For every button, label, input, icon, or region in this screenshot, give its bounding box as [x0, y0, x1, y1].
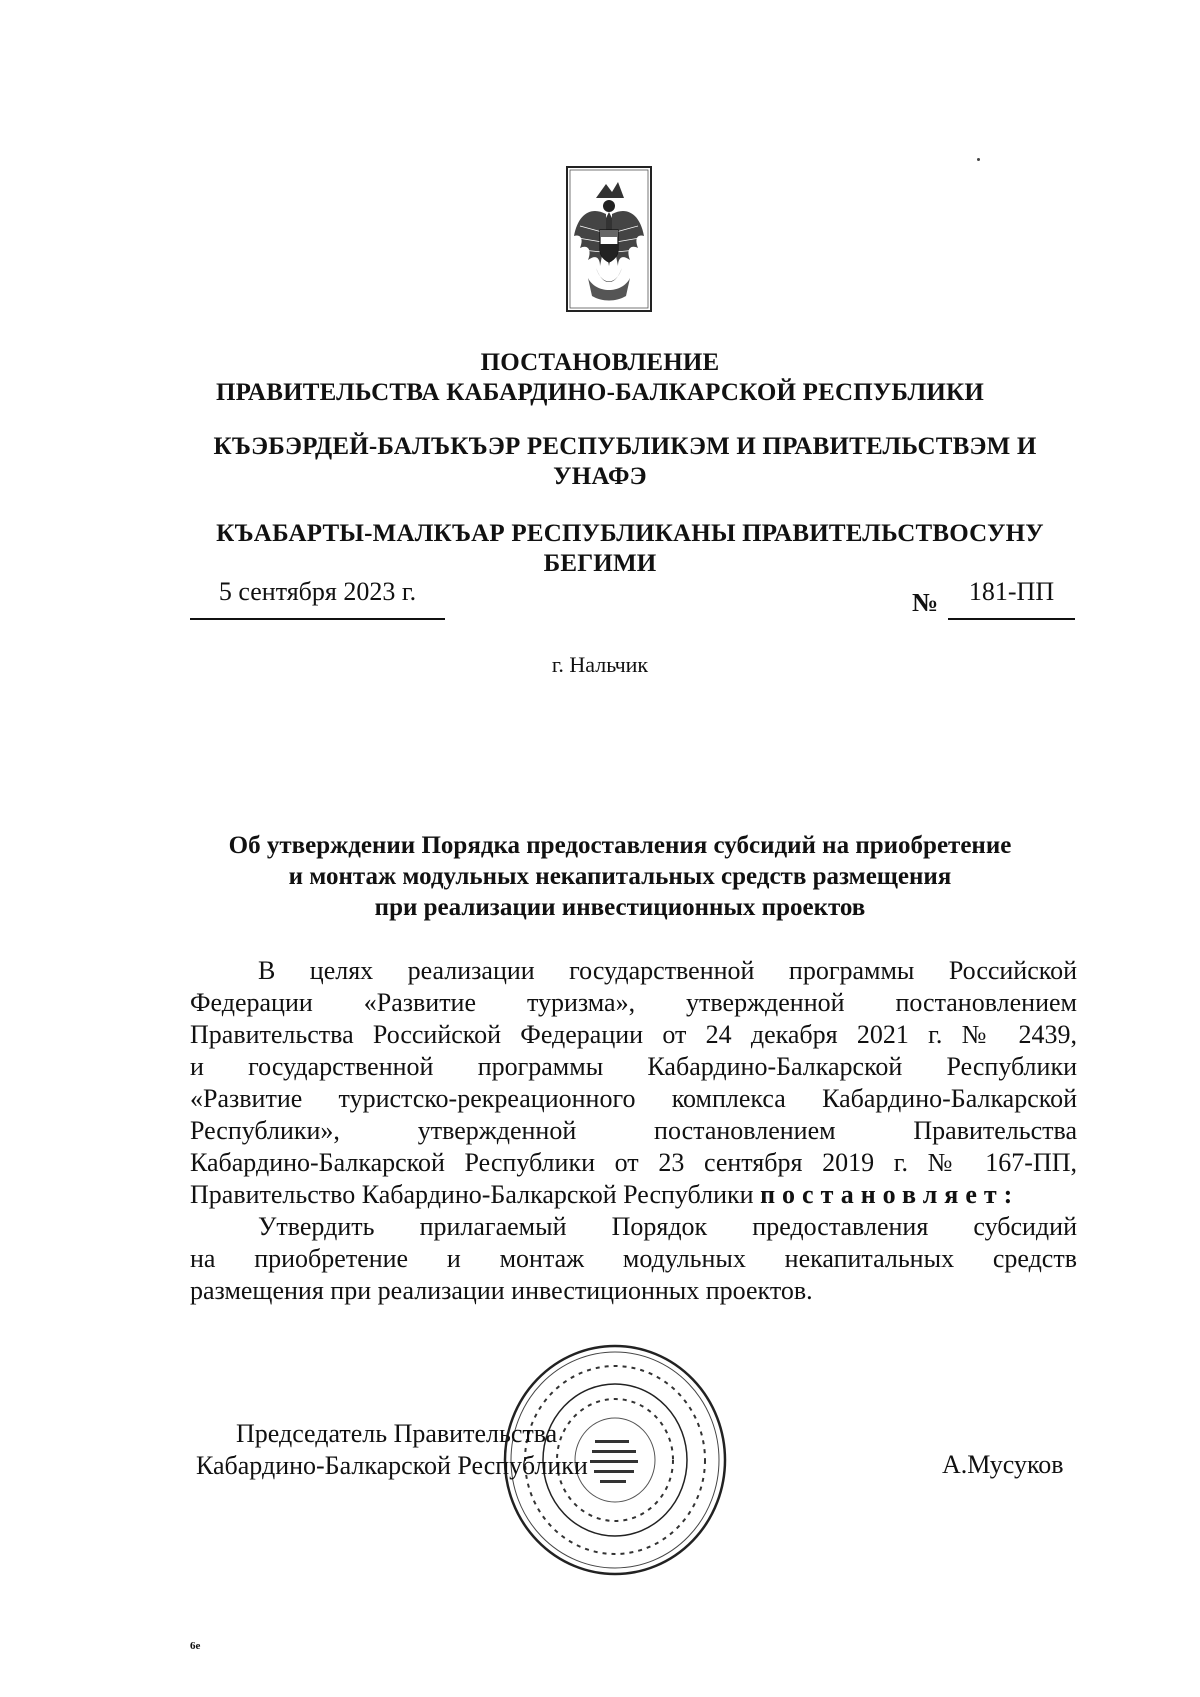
body-line: и государственной программы Кабардино-Балкарской Республики — [190, 1052, 1077, 1081]
title-line-3: при реализации инвестиционных проектов — [374, 894, 866, 921]
footer-mark: 6е — [190, 1640, 201, 1652]
scan-speck — [977, 158, 980, 161]
header-line-5: КЪАБАРТЫ-МАЛКЪАР РЕСПУБЛИКАНЫ ПРАВИТЕЛЬСТВОСУНУ — [216, 520, 1044, 547]
city-name: г. Нальчик — [551, 652, 649, 677]
resolves-keyword: постановляет: — [760, 1180, 1020, 1209]
signatory-position-line-2: Кабардино-Балкарской Республики — [196, 1451, 588, 1480]
signatory-position-line-1: Председатель Правительства — [236, 1419, 558, 1448]
body-line: Правительства Российской Федерации от 24 декабря 2021 г. № 2439, — [190, 1020, 1077, 1049]
body-line: Республики», утвержденной постановлением Правительства — [190, 1116, 1077, 1145]
body-line: В целях реализации государственной программы Российской — [258, 956, 1077, 985]
body-line: на приобретение и монтаж модульных некапитальных средств — [190, 1244, 1077, 1273]
title-line-1: Об утверждении Порядка предоставления субсидий на приобретение — [228, 832, 1012, 859]
body-line: Федерации «Развитие туризма», утвержденной постановлением — [190, 988, 1077, 1017]
header-line-4: УНАФЭ — [553, 463, 647, 490]
body-line: размещения при реализации инвестиционных проектов. — [190, 1276, 813, 1305]
header-line-6: БЕГИМИ — [543, 550, 657, 577]
body-line-text: Правительство Кабардино-Балкарской Республики — [190, 1180, 754, 1209]
header-line-1: ПОСТАНОВЛЕНИЕ — [480, 349, 720, 376]
number-sign: № — [912, 588, 939, 617]
header-line-2: ПРАВИТЕЛЬСТВА КАБАРДИНО-БАЛКАРСКОЙ РЕСПУБЛИКИ — [216, 379, 984, 406]
header-line-3: КЪЭБЭРДЕЙ-БАЛЪКЪЭР РЕСПУБЛИКЭМ И ПРАВИТЕЛЬСТВЭМ И — [213, 433, 1037, 460]
coat-of-arms-emblem — [566, 166, 652, 312]
signatory-name: А.Мусуков — [942, 1450, 1064, 1479]
title-line-2: и монтаж модульных некапитальных средств размещения — [288, 863, 952, 890]
body-line — [190, 1179, 1077, 1211]
body-line: «Развитие туристско-рекреационного комплекса Кабардино-Балкарской — [190, 1084, 1077, 1113]
document-date: 5 сентября 2023 г. — [190, 572, 445, 620]
body-line: Утвердить прилагаемый Порядок предоставления субсидий — [258, 1212, 1077, 1241]
document-number: 181-ПП — [948, 572, 1075, 620]
body-line: Кабардино-Балкарской Республики от 23 сентября 2019 г. № 167-ПП, — [190, 1148, 1077, 1177]
